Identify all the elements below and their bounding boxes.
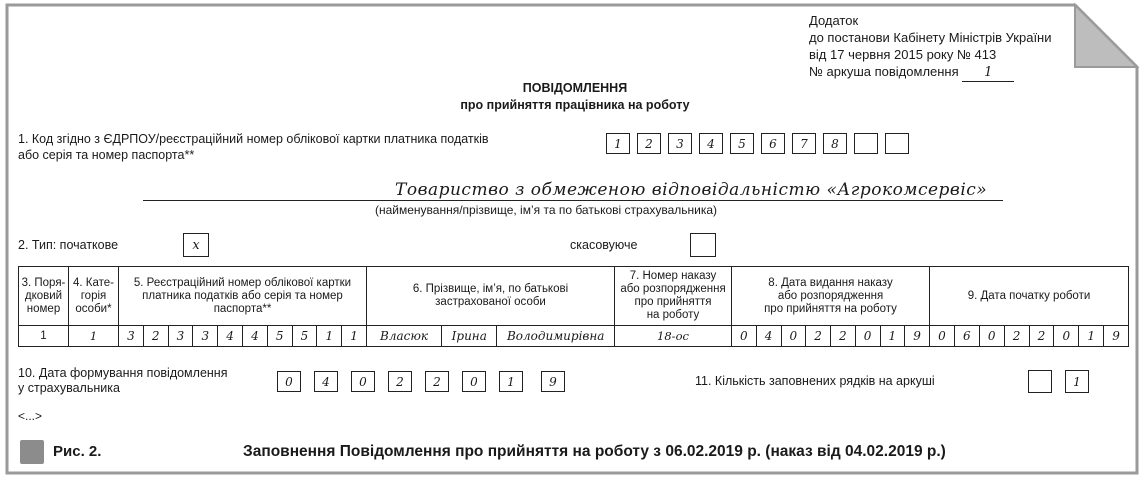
insurer-name-underline: [143, 200, 1003, 201]
code-cell[interactable]: 6: [761, 133, 785, 154]
field2-label: 2. Тип: початкове: [18, 238, 119, 252]
field1-label-line1: 1. Код згідно з ЄДРПОУ/реєстраційний номер облікової картки платника податків: [18, 132, 489, 146]
table-header-row: [19, 267, 1129, 326]
field1-label: [18, 131, 489, 163]
rows-count-cell[interactable]: 1: [1065, 370, 1089, 393]
code-cell[interactable]: 4: [699, 133, 723, 154]
rows-count-cell[interactable]: [1028, 370, 1052, 393]
employee-table: [18, 266, 1129, 347]
figure-number: Рис. 2.: [53, 443, 102, 460]
document-title: ПОВІДОМЛЕННЯ: [522, 81, 628, 95]
appendix-line1: Додаток: [809, 13, 859, 28]
col-header-start-date: 9. Дата початку роботи: [930, 267, 1129, 326]
code-cell[interactable]: 7: [792, 133, 816, 154]
code-cell[interactable]: 8: [823, 133, 847, 154]
initial-type-mark: x: [192, 237, 200, 253]
appendix-line2: до постанови Кабінету Міністрів України: [809, 30, 1052, 45]
code-cell[interactable]: [854, 133, 878, 154]
folded-corner: [1075, 5, 1137, 67]
insurer-caption: (найменування/прізвище, ім’я та по батькові страхувальника): [375, 203, 718, 217]
date-cell[interactable]: 0: [351, 371, 375, 392]
omitted-marker: <...>: [18, 409, 43, 423]
col-header-order-number: 7. Номер наказу або розпорядження про прийняття на роботу: [615, 267, 732, 326]
sheet-number: [809, 63, 1052, 82]
cell-reg-number[interactable]: 3 2 3 3 4 4 5 5 1 1: [119, 326, 367, 347]
col-header-order-num: 3. Поря- дковий номер: [19, 267, 69, 326]
date-cell[interactable]: 2: [425, 371, 449, 392]
code-cell[interactable]: [885, 133, 909, 154]
col-header-order-date: 8. Дата видання наказу або розпорядження про прийняття на роботу: [732, 267, 930, 326]
cancel-type-label: скасовуюче: [570, 238, 638, 252]
field10-label-line1: 10. Дата формування повідомлення: [18, 366, 228, 380]
appendix-line3: від 17 червня 2015 року № 413: [809, 47, 997, 62]
cancel-type-checkbox[interactable]: [690, 233, 716, 257]
cell-start-date[interactable]: 0 6 0 2 2 0 1 9: [930, 326, 1129, 347]
cell-full-name[interactable]: [367, 326, 615, 347]
sheet-number-label: № аркуша повідомлення: [809, 64, 959, 79]
first-name: Ірина: [441, 326, 496, 346]
patronymic: Володимирівна: [496, 326, 614, 346]
col-header-reg-number: 5. Реєстраційний номер облікової картки платника податків або серія та номер паспорта**: [119, 267, 367, 326]
surname: Власюк: [380, 328, 429, 343]
initial-type-checkbox[interactable]: [183, 233, 209, 257]
date-cell[interactable]: 0: [462, 371, 486, 392]
date-cell[interactable]: 9: [541, 371, 565, 392]
col-header-category: 4. Кате- горія особи*: [69, 267, 119, 326]
document-subtitle: про прийняття працівника на роботу: [460, 98, 690, 112]
date-cell[interactable]: 1: [499, 371, 523, 392]
date-cell[interactable]: 2: [388, 371, 412, 392]
code-cell[interactable]: 5: [730, 133, 754, 154]
insurer-name[interactable]: Товариство з обмеженою відповідальністю «Агрокомсервіс»: [395, 180, 988, 200]
code-cell[interactable]: 1: [606, 133, 630, 154]
cell-order-number[interactable]: 18-ос: [615, 326, 732, 347]
date-cell[interactable]: 4: [314, 371, 338, 392]
code-cell[interactable]: 3: [668, 133, 692, 154]
code-cell[interactable]: 2: [637, 133, 661, 154]
cell-order-num[interactable]: 1: [19, 326, 69, 347]
field1-label-line2: або серія та номер паспорта**: [18, 148, 195, 162]
appendix-header: [809, 12, 1052, 82]
cell-order-date[interactable]: 0 4 0 2 2 0 1 9: [732, 326, 930, 347]
field10-label-line2: у страхувальника: [18, 381, 120, 395]
date-cell[interactable]: 0: [277, 371, 301, 392]
table-row: [19, 326, 1129, 347]
figure-caption: Заповнення Повідомлення про прийняття на роботу з 06.02.2019 р. (наказ від 04.02.2019 р.): [243, 443, 946, 460]
cell-category[interactable]: 1: [69, 326, 119, 347]
field11-label: 11. Кількість заповнених рядків на аркуші: [695, 374, 935, 388]
sheet-number-value: 1: [962, 64, 1014, 82]
col-header-full-name: 6. Прізвище, ім’я, по батькові застрахованої особи: [367, 267, 615, 326]
figure-icon: [20, 440, 44, 464]
field10-label: [18, 366, 227, 396]
